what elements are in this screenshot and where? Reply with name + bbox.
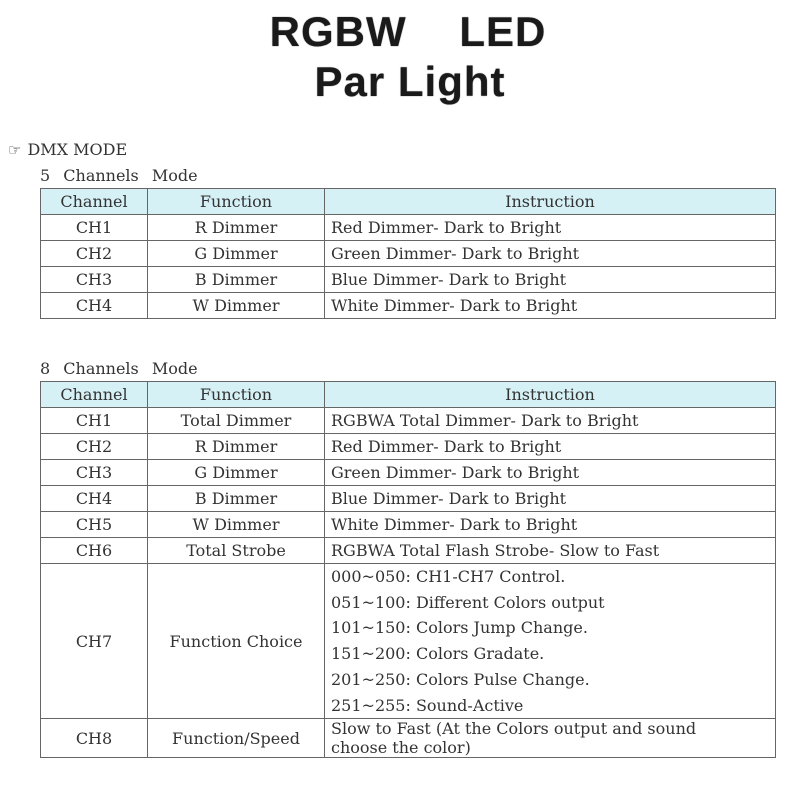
function-cell: R Dimmer (148, 434, 325, 460)
title-line-2: Par Light (314, 58, 506, 105)
channel-cell: CH6 (41, 538, 148, 564)
mode8-table (40, 381, 776, 758)
function-cell: B Dimmer (148, 267, 325, 293)
table-row (41, 408, 776, 434)
instruction-cell: RGBWA Total Dimmer- Dark to Bright (325, 408, 776, 434)
instruction-cell: Blue Dimmer- Dark to Bright (325, 486, 776, 512)
section-heading (8, 140, 127, 159)
header-channel: Channel (41, 382, 148, 408)
instruction-cell: Red Dimmer- Dark to Bright (325, 215, 776, 241)
table-row (41, 293, 776, 319)
function-cell: G Dimmer (148, 460, 325, 486)
channel-cell: CH3 (41, 460, 148, 486)
header-instruction: Instruction (325, 382, 776, 408)
mode8-label: 8 Channels Mode (40, 359, 198, 378)
instruction-cell: RGBWA Total Flash Strobe- Slow to Fast (325, 538, 776, 564)
channel-cell: CH2 (41, 241, 148, 267)
function-cell: Total Strobe (148, 538, 325, 564)
instruction-line: 201~250: Colors Pulse Change. (331, 669, 590, 689)
header-function: Function (148, 382, 325, 408)
table-row (41, 267, 776, 293)
instruction-cell (325, 564, 776, 719)
header-function: Function (148, 189, 325, 215)
channel-cell: CH4 (41, 293, 148, 319)
title-line-1: RGBW LED (269, 8, 547, 55)
instruction-cell: Green Dimmer- Dark to Bright (325, 241, 776, 267)
channel-cell: CH2 (41, 434, 148, 460)
channel-cell: CH4 (41, 486, 148, 512)
instruction-cell: White Dimmer- Dark to Bright (325, 512, 776, 538)
function-cell: G Dimmer (148, 241, 325, 267)
table-row (41, 241, 776, 267)
channel-cell: CH7 (41, 564, 148, 719)
channel-cell: CH1 (41, 215, 148, 241)
function-cell: B Dimmer (148, 486, 325, 512)
function-cell: R Dimmer (148, 215, 325, 241)
table-row (41, 434, 776, 460)
instruction-line: 101~150: Colors Jump Change. (331, 618, 588, 638)
header-channel: Channel (41, 189, 148, 215)
instruction-line: 051~100: Different Colors output (331, 592, 605, 612)
header-instruction: Instruction (325, 189, 776, 215)
table-row (41, 512, 776, 538)
instruction-cell: White Dimmer- Dark to Bright (325, 293, 776, 319)
function-cell: Function/Speed (148, 719, 325, 758)
pointing-hand-icon: ☞ (8, 140, 22, 159)
instruction-cell (325, 719, 776, 758)
channel-cell: CH5 (41, 512, 148, 538)
mode5-label: 5 Channels Mode (40, 166, 198, 185)
table-row (41, 538, 776, 564)
instruction-cell: Red Dimmer- Dark to Bright (325, 434, 776, 460)
function-cell: W Dimmer (148, 512, 325, 538)
function-cell: Function Choice (148, 564, 325, 719)
instruction-line: choose the color) (331, 738, 471, 758)
instruction-line: Slow to Fast (At the Colors output and sound (331, 719, 697, 739)
instruction-cell: Green Dimmer- Dark to Bright (325, 460, 776, 486)
channel-cell: CH8 (41, 719, 148, 758)
table-row-ch8 (41, 719, 776, 758)
channel-cell: CH1 (41, 408, 148, 434)
table-row-ch7 (41, 564, 776, 719)
table-row (41, 460, 776, 486)
instruction-line: 000~050: CH1-CH7 Control. (331, 567, 566, 586)
instruction-line: 151~200: Colors Gradate. (331, 644, 545, 664)
function-cell: Total Dimmer (148, 408, 325, 434)
instruction-cell: Blue Dimmer- Dark to Bright (325, 267, 776, 293)
function-cell: W Dimmer (148, 293, 325, 319)
instruction-line: 251~255: Sound-Active (331, 695, 524, 715)
section-label: DMX MODE (27, 140, 128, 159)
channel-cell: CH3 (41, 267, 148, 293)
mode5-table (40, 188, 776, 319)
table-row (41, 215, 776, 241)
table-row (41, 486, 776, 512)
